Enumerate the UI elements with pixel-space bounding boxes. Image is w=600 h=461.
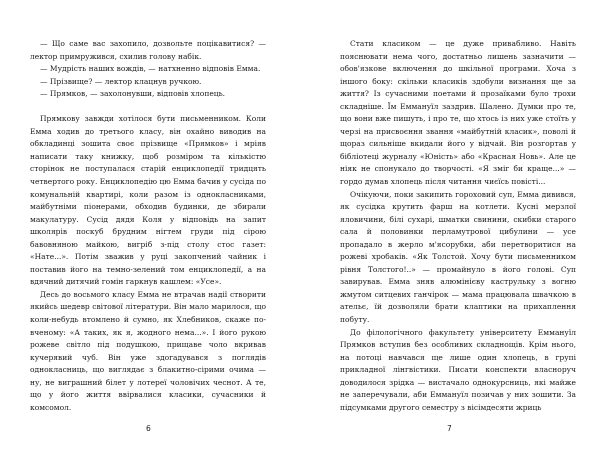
paragraph: — Мудрість наших вождів, — натхненно відповів Емма.: [40, 64, 261, 74]
paragraph: — Що саме вас захопило, дозвольте поцікавитися? — лектор примружився, схилив голову набік.: [30, 39, 266, 61]
page-number: 6: [146, 424, 151, 433]
paragraph: — Прізвище? — лектор клацнув ручкою.: [40, 76, 202, 86]
paragraph: — Прямков, — захолонувши, відповів хлопець.: [40, 89, 226, 99]
paragraph: Прямкову завжди хотілося бути письменником. Коли Емма ходив до третього класу, він охайно виводив на обкладинці зошита своє прізвище «Прямков» і мріяв написати таку книжку, щоб розміром та кількістю сторінок не поступалася старій енциклопедії тридцять четвертого року. Енциклопедію цю Емма бачив у сусіда по комунальній квартирі, коли разом із однокласниками, майбутніми піонерами, обходив будинки, де збирали макулатуру. Сусід дядя Коля у відповідь на запит школярів поскуб брудним нігтем груди під сірою бавовняною майкою, вигріб з-під столу стос газет: «Нате...». Потім зважив у руці закопчений чайник і поставив його на темно-зелений том енциклопедії, а на вдячний дитячий гомін гаркнув кашлем: «Усе».: [30, 114, 266, 287]
page-number: 7: [447, 424, 452, 433]
paragraph: Очікуючи, поки закипить гороховий суп, Емма дивився, як сусідка крутить фарш на котлети. Кусні мерзлої яловичини, білі сухарі, шматки свинини, скибки старого сала й половинки перламутрової цибулини — усе пропадало в жерло м'ясорубки, аби перетворитися на рожеві хробаків. «Як Толстой. Хочу бути письменником рівня Толстого!..» — промайнуло в його голові. Суп завирував. Емма зняв алюмінієву каструльку з вогню жмутом ситцевих ганчірок — мама працювала швачкою в ательє, їй дозволяли брати клаптики на прихаплення побуту.: [340, 189, 576, 325]
right-page-text: [340, 38, 576, 414]
paragraph: До філологічного факультету університету Еммануїл Прямков вступив без особливих складнощів. Крім нього, на потоці навчався ще лише один хлопець, в групі прикладної лінгвістики. Писати конспекти власноруч доводилося зрідка — вистачало однокурсниць, які майже не заперечували, аби Еммануїл позичав у них зошити. За підсумками другого семестру з вісімдесяти жриць: [340, 327, 576, 412]
left-page-text: [30, 38, 266, 414]
paragraph: Десь до восьмого класу Емма не втрачав надії створити якийсь шедевр світової літератури. Він мало марилося, що коли-небудь втомлено й сумно, як Хлебников, скаже по-вченому: «А таких, як я, жодного нема...». І його рукою рожеве світло під подушкою, прищаве чоло вкривав кучерявий чуб. Він уже здогадувався з поглядів однокласниць, що виглядає з блакитно-сірими очима — ну, не виграшний білет у лотереї чоловічих чеснот. А те, що у його життя ввірвалися класики, сучасники й комсомол.: [30, 289, 266, 412]
paragraph: Стати класиком — це дуже привабливо. Навіть пояснювати нема чого, достатньо лишень зазначити — обов'язкове включення до шкільної програми. Хоча з іншого боку: скільки класиків здобули визнання ще за життя? Із сучасними поетами й прозаїками було трохи складніше. Їм Еммануїл заздрив. Шалено. Думки про те, що вони вже пишуть, і про те, що хтось із них уже стоїть у черзі на присвоєння звання «майбутній класик», поволі й щораз сильніше вкидали його у відчай. Він розгортав у бібліотеці журналу «Юність» або «Красная Новь». Але це ніяк не спонукало до творчості. «Я зміг би краще...» — гордо думав хлопець після читання чиєїсь повісті...: [340, 39, 576, 187]
right-page: [300, 0, 600, 461]
